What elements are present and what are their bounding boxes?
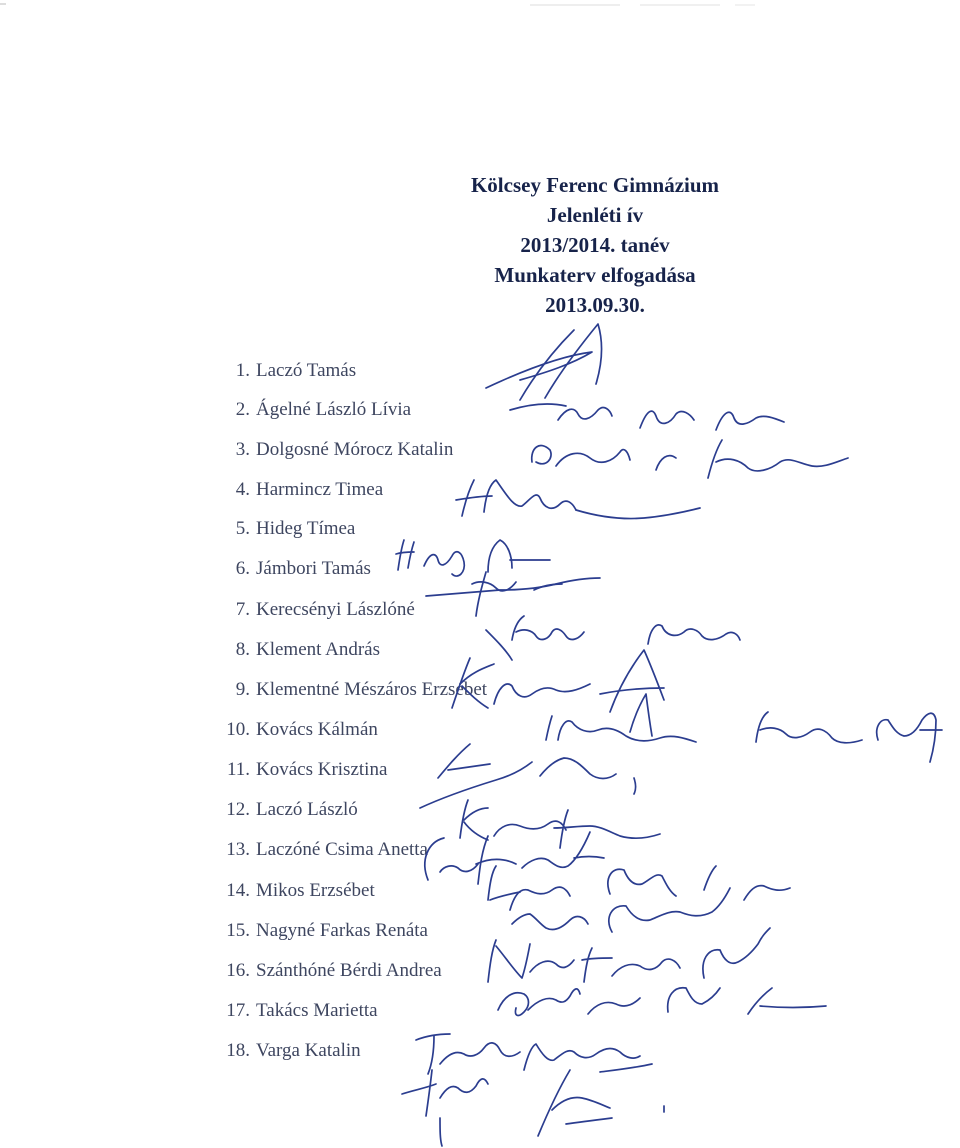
attendee-number: 18. [226,1040,250,1061]
signature-12 [425,832,604,884]
signature-18 [402,1070,664,1146]
attendee-name: Varga Katalin [256,1040,361,1061]
attendee-name: Szánthóné Bérdi Andrea [256,960,442,981]
document-title: Jelenléti ív [546,203,644,227]
attendee-name: Kovács Kálmán [256,719,378,740]
attendee-row [214,360,356,390]
attendee-row [214,880,375,910]
attendee-row [214,558,371,588]
school-name: Kölcsey Ferenc Gimnázium [470,173,720,197]
attendee-number: 10. [226,719,250,740]
signature-4 [456,480,700,519]
attendee-row [214,719,378,749]
meeting-date: 2013.09.30. [545,293,645,317]
attendee-number: 6. [235,558,250,579]
signature-6 [426,572,600,616]
attendee-number: 4. [235,479,250,500]
signature-2 [558,408,784,430]
attendee-number: 12. [226,799,250,820]
attendee-name: Takács Marietta [256,1000,378,1021]
attendee-number: 1. [235,360,250,381]
attendee-number: 3. [235,439,250,460]
attendee-number: 16. [226,960,250,981]
attendee-row [214,1000,378,1030]
signature-11 [460,800,660,848]
attendee-number: 17. [226,1000,250,1021]
attendee-name: Laczóné Csima Anetta [256,839,428,860]
signature-3 [532,440,848,478]
attendee-row [214,1040,361,1070]
attendee-row [214,960,442,990]
signature-17 [416,1034,652,1074]
attendee-row [214,839,428,869]
meeting-subject: Munkaterv elfogadása [494,263,696,287]
attendee-name: Dolgosné Mórocz Katalin [256,439,454,460]
attendee-row [214,439,453,469]
attendee-row [214,599,415,629]
signature-7 [486,616,740,660]
signature-15 [488,928,770,982]
attendee-name: Harmincz Timea [256,479,384,500]
attendee-row [214,518,355,548]
attendee-name: Kovács Krisztina [256,759,388,780]
attendee-name: Kerecsényi Lászlóné [256,599,415,620]
signature-1 [486,324,602,410]
signature-9 [546,694,942,762]
attendee-name: Laczó Tamás [256,360,357,381]
attendee-row [214,679,487,709]
attendee-name: Klementné Mészáros Erzsébet [256,679,488,700]
attendee-number: 14. [226,880,250,901]
attendee-number: 8. [235,639,250,660]
signature-16 [498,988,826,1016]
attendee-number: 7. [235,599,250,620]
attendee-number: 11. [226,759,250,780]
signature-10 [420,744,636,808]
attendee-row [214,759,387,789]
attendee-number: 5. [235,518,250,539]
scan-artifacts [0,0,960,20]
attendee-number: 9. [235,679,250,700]
attendee-name: Laczó László [256,799,358,820]
attendee-name: Jámbori Tamás [256,558,371,579]
attendee-name: Nagyné Farkas Renáta [256,920,428,941]
attendee-number: 2. [235,399,250,420]
attendee-name: Klement András [256,639,381,660]
attendee-number: 15. [226,920,250,941]
signature-13 [488,866,790,910]
attendee-row [214,639,380,669]
attendee-row [214,399,411,429]
school-year: 2013/2014. tanév [520,233,670,257]
attendee-row [214,479,383,509]
attendee-row [214,920,428,950]
attendee-number: 13. [226,839,250,860]
signature-14 [512,888,730,932]
attendee-row [214,799,358,829]
attendee-name: Ágelné László Lívia [256,399,412,420]
signature-5 [396,540,550,576]
document-header [420,170,770,320]
attendee-name: Hideg Tímea [256,518,356,539]
attendee-name: Mikos Erzsébet [256,880,375,901]
